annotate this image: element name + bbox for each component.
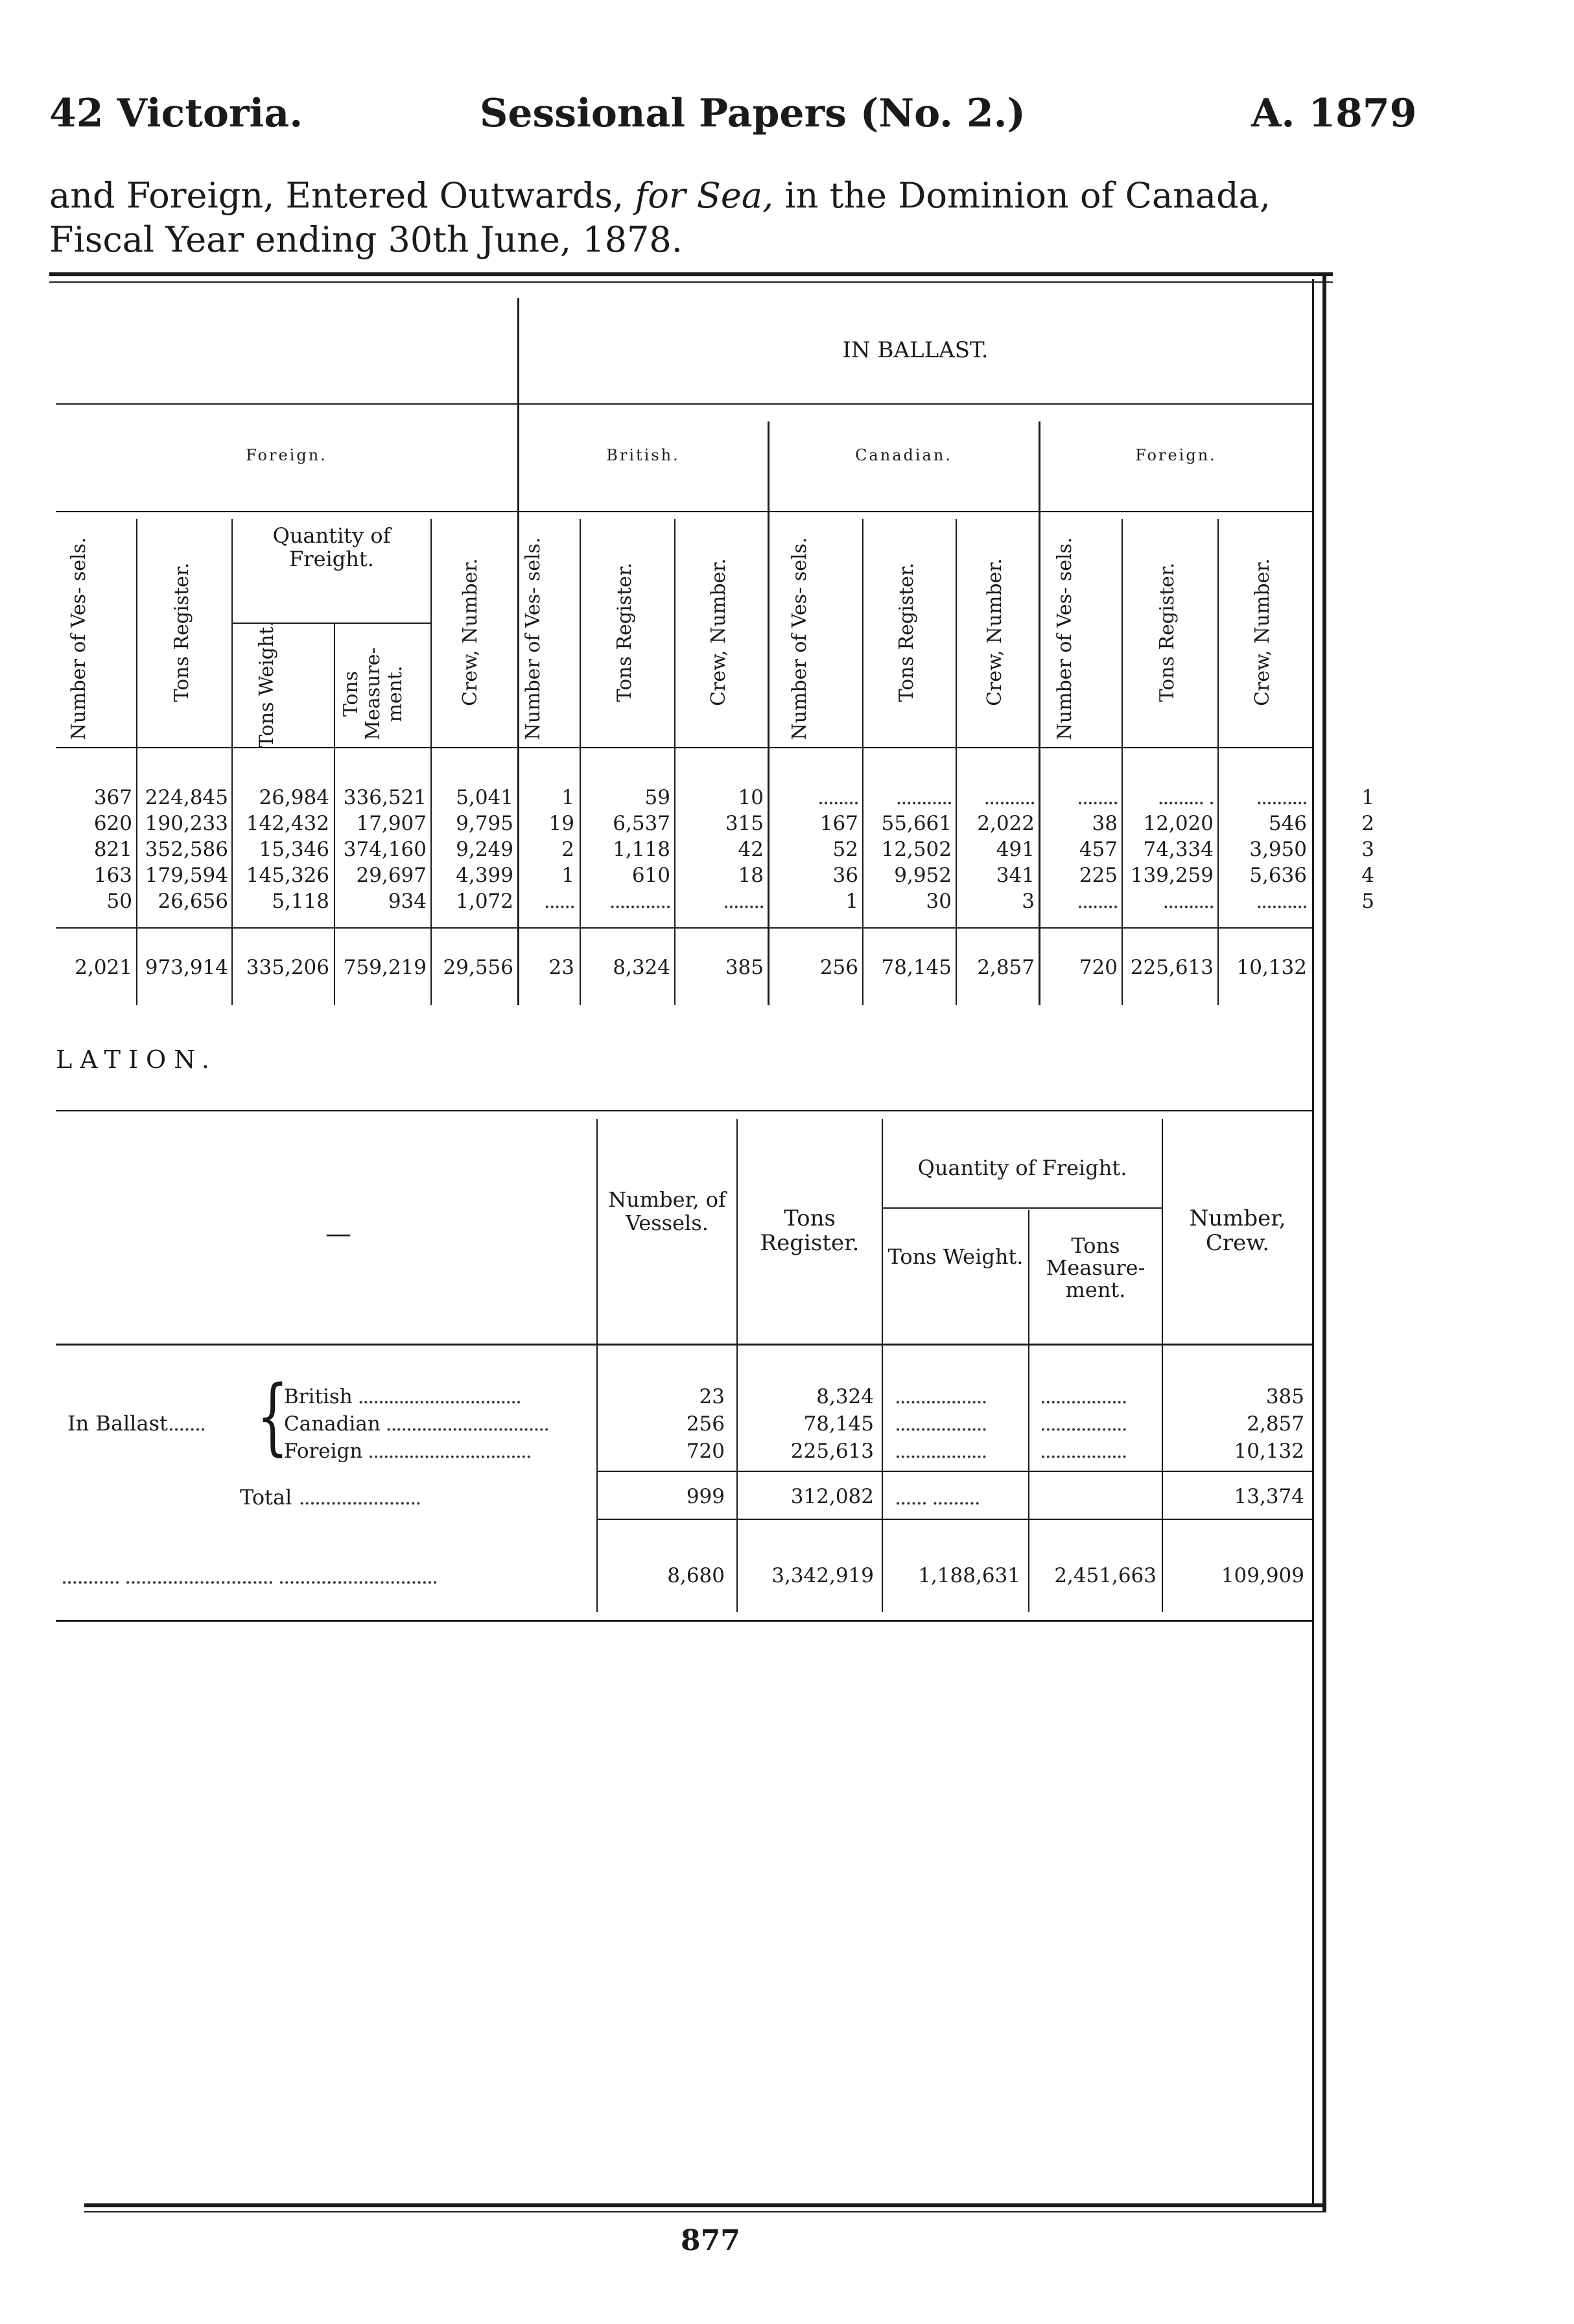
upper-totals-col-14: 10,132	[1236, 956, 1307, 979]
label-foreign-r-tons: Tons Register.	[1156, 562, 1179, 702]
lower-total-rule-bottom	[596, 1519, 1312, 1520]
label-tons-weight: Tons Weight.	[255, 621, 278, 748]
upper-row-5-col-8: ........	[723, 890, 764, 913]
group-canadian: Canadian.	[855, 446, 952, 464]
upper-row-5-col-3: 5,118	[272, 890, 329, 913]
upper-row-5-col-6: ......	[543, 890, 574, 913]
upper-row-3-col-14: 3,950	[1249, 838, 1307, 861]
ballast-row-tons-1: 8,324	[816, 1385, 874, 1408]
upper-row-5-col-14: ..........	[1256, 890, 1307, 913]
upper-row-1-col-10: ...........	[895, 786, 952, 809]
lower-header-tons-register: Tons Register.	[760, 1205, 860, 1256]
upper-row-2-col-8: 315	[725, 812, 764, 835]
lower-header-tons-weight: Tons Weight.	[887, 1244, 1024, 1269]
upper-row-4-col-11: 341	[996, 864, 1035, 887]
upper-row-4-col-1: 163	[93, 864, 132, 887]
upper-row-4-col-14: 5,636	[1249, 864, 1307, 887]
upper-row-1-col-3: 26,984	[259, 786, 329, 809]
ballast-row-tons-2: 78,145	[803, 1412, 874, 1436]
group-foreign-left: Foreign.	[246, 446, 327, 464]
grand-weight: 1,188,631	[918, 1564, 1020, 1587]
lower-header-qty-freight: Quantity of Freight.	[917, 1156, 1127, 1180]
upper-row-1-col-6: 1	[561, 786, 574, 809]
group-foreign-right: Foreign.	[1135, 446, 1217, 464]
top-rule-thin	[49, 281, 1333, 283]
upper-totals-col-1: 2,021	[75, 956, 132, 979]
vline-c4	[430, 519, 432, 1005]
upper-totals-col-6: 23	[548, 956, 574, 979]
label-british-vessels: Number of Ves- sels.	[522, 537, 545, 741]
lower-top-rule	[56, 1110, 1312, 1111]
upper-row-5-col-5: 1,072	[456, 890, 513, 913]
upper-row-3-col-3: 15,346	[259, 838, 329, 861]
upper-row-3-col-11: 491	[996, 838, 1035, 861]
top-rule	[49, 272, 1333, 276]
upper-row-2-col-6: 19	[548, 812, 574, 835]
lower-vline-2	[736, 1119, 738, 1612]
upper-row-3-col-5: 9,249	[456, 838, 513, 861]
upper-totals-col-4: 759,219	[343, 956, 427, 979]
upper-row-5-col-15: 5	[1361, 890, 1374, 913]
frame-right-outer	[1322, 272, 1326, 2211]
label-foreign-tons-register: Tons Register.	[170, 562, 193, 702]
upper-row-2-col-3: 142,432	[246, 812, 329, 835]
upper-row-2-col-12: 38	[1092, 812, 1118, 835]
rule-under-groups	[56, 511, 1312, 512]
upper-row-3-col-15: 3	[1361, 838, 1374, 861]
upper-row-5-col-7: ............	[609, 890, 670, 913]
upper-row-5-col-13: ..........	[1162, 890, 1214, 913]
ballast-row-weight-dots-2: ..................	[895, 1412, 987, 1436]
in-ballast-heading: IN BALLAST.	[842, 337, 989, 363]
total-crew: 13,374	[1234, 1485, 1304, 1508]
upper-row-4-col-5: 4,399	[456, 864, 513, 887]
upper-row-1-col-11: ..........	[983, 786, 1035, 809]
upper-row-2-col-5: 9,795	[456, 812, 513, 835]
label-foreign-r-vessels: Number of Ves- sels.	[1053, 537, 1076, 741]
upper-row-3-col-7: 1,118	[613, 838, 670, 861]
header-center: Sessional Papers (No. 2.)	[480, 91, 1026, 136]
upper-totals-col-9: 256	[819, 956, 858, 979]
upper-row-4-col-8: 18	[738, 864, 764, 887]
upper-row-1-col-15: 1	[1361, 786, 1374, 809]
upper-row-1-col-9: ........	[817, 786, 858, 809]
frame-right-inner	[1312, 279, 1314, 2205]
total-tons: 312,082	[790, 1485, 874, 1508]
ballast-row-tons-3: 225,613	[790, 1440, 874, 1463]
upper-row-2-col-2: 190,233	[145, 812, 228, 835]
ballast-row-weight-dots-3: ..................	[895, 1440, 987, 1463]
upper-row-4-col-10: 9,952	[894, 864, 952, 887]
grand-dots: ........... ............................ ..............................	[61, 1564, 438, 1589]
upper-row-3-col-10: 12,502	[881, 838, 952, 861]
upper-row-4-col-15: 4	[1361, 864, 1374, 887]
title-line-2: Fiscal Year ending 30th June, 1878.	[49, 219, 683, 260]
in-ballast-label: In Ballast.......	[67, 1411, 206, 1436]
upper-row-4-col-3: 145,326	[246, 864, 329, 887]
upper-totals-col-12: 720	[1079, 956, 1118, 979]
ballast-row-vessels-2: 256	[686, 1412, 725, 1436]
upper-totals-col-3: 335,206	[246, 956, 329, 979]
lower-header-vessels: Number, of Vessels.	[608, 1187, 726, 1235]
upper-totals-col-10: 78,145	[881, 956, 952, 979]
upper-row-2-col-7: 6,537	[613, 812, 670, 835]
label-british-crew: Crew, Number.	[707, 558, 730, 706]
upper-row-2-col-11: 2,022	[977, 812, 1035, 835]
upper-row-5-col-12: ........	[1077, 890, 1118, 913]
vline-c7	[674, 519, 675, 1005]
vline-c12	[1122, 519, 1123, 1005]
upper-totals-col-8: 385	[725, 956, 764, 979]
ballast-row-weight-dots-1: ..................	[895, 1385, 987, 1408]
ballast-row-crew-1: 385	[1265, 1385, 1304, 1408]
ballast-row-measure-dots-1: .................	[1040, 1385, 1127, 1408]
upper-totals-col-11: 2,857	[977, 956, 1035, 979]
lower-freight-rule	[883, 1207, 1162, 1209]
rule-under-ballast	[56, 403, 1312, 405]
upper-row-4-col-12: 225	[1079, 864, 1118, 887]
upper-row-3-col-13: 74,334	[1143, 838, 1214, 861]
upper-row-3-col-1: 821	[93, 838, 132, 861]
ballast-row-crew-2: 2,857	[1247, 1412, 1304, 1436]
upper-row-3-col-4: 374,160	[343, 838, 427, 861]
upper-row-3-col-12: 457	[1079, 838, 1118, 861]
ballast-row-measure-dots-2: .................	[1040, 1412, 1127, 1436]
upper-row-5-col-2: 26,656	[158, 890, 228, 913]
upper-row-1-col-14: ..........	[1256, 786, 1307, 809]
upper-row-1-col-2: 224,845	[145, 786, 228, 809]
lower-header-crew: Number, Crew.	[1189, 1205, 1286, 1256]
vline-c1	[136, 519, 137, 1005]
bottom-rule-thin	[84, 2211, 1326, 2212]
total-label: Total .......................	[240, 1485, 421, 1510]
lation-heading: LATION.	[56, 1045, 218, 1074]
label-canadian-vessels: Number of Ves- sels.	[788, 537, 811, 741]
vline-c9	[862, 519, 863, 1005]
ballast-row-label-1: British ................................	[284, 1385, 521, 1408]
upper-row-2-col-14: 546	[1268, 812, 1307, 835]
lower-header-rule	[56, 1344, 1312, 1346]
upper-row-3-col-2: 352,586	[145, 838, 228, 861]
ballast-brace: {	[257, 1368, 288, 1465]
upper-row-2-col-9: 167	[819, 812, 858, 835]
lower-stub-dash: —	[325, 1219, 351, 1249]
upper-row-2-col-13: 12,020	[1143, 812, 1214, 835]
lower-vline-5	[1162, 1119, 1163, 1612]
label-qty-freight: Quantity of Freight.	[272, 523, 391, 571]
upper-row-2-col-4: 17,907	[356, 812, 427, 835]
label-foreign-vessels: Number of Ves- sels.	[67, 537, 90, 741]
ballast-row-vessels-3: 720	[686, 1440, 725, 1463]
vline-can-for	[1039, 421, 1040, 1005]
label-foreign-r-crew: Crew, Number.	[1251, 558, 1274, 706]
upper-row-2-col-1: 620	[93, 812, 132, 835]
upper-totals-col-2: 973,914	[145, 956, 228, 979]
vline-c2	[231, 519, 233, 1005]
total-vessels: 999	[686, 1485, 725, 1508]
vline-brit-can	[768, 421, 769, 1005]
upper-row-5-col-9: 1	[845, 890, 858, 913]
upper-row-5-col-1: 50	[106, 890, 132, 913]
upper-row-1-col-12: ........	[1077, 786, 1118, 809]
upper-row-3-col-9: 52	[832, 838, 858, 861]
upper-row-4-col-7: 610	[631, 864, 670, 887]
upper-totals-col-7: 8,324	[613, 956, 670, 979]
lower-header-tons-measurement: Tons Measure- ment.	[1046, 1233, 1145, 1302]
upper-row-4-col-2: 179,594	[145, 864, 228, 887]
upper-row-1-col-7: 59	[644, 786, 670, 809]
title-line-1: and Foreign, Entered Outwards, for Sea, in the Dominion of Canada,	[49, 175, 1271, 216]
upper-row-1-col-1: 367	[93, 786, 132, 809]
upper-totals-col-13: 225,613	[1130, 956, 1214, 979]
label-tons-measurement: Tons Measure- ment.	[340, 647, 406, 741]
label-british-tons: Tons Register.	[613, 562, 636, 702]
lower-total-rule-top	[596, 1471, 1312, 1472]
ballast-row-measure-dots-3: .................	[1040, 1440, 1127, 1463]
ballast-row-crew-3: 10,132	[1234, 1440, 1304, 1463]
rule-above-totals	[56, 927, 1312, 929]
vline-c13	[1217, 519, 1219, 1005]
total-weight-dots: ...... .........	[895, 1485, 980, 1510]
upper-row-5-col-11: 3	[1022, 890, 1035, 913]
grand-measurement: 2,451,663	[1054, 1564, 1157, 1587]
ballast-row-label-3: Foreign ................................	[284, 1440, 531, 1463]
header-right: A. 1879	[1251, 91, 1417, 136]
vline-c6	[580, 519, 581, 1005]
grand-crew: 109,909	[1221, 1564, 1304, 1587]
upper-row-4-col-9: 36	[832, 864, 858, 887]
upper-row-2-col-15: 2	[1361, 812, 1374, 835]
upper-row-3-col-8: 42	[738, 838, 764, 861]
upper-row-3-col-6: 2	[561, 838, 574, 861]
lower-vline-3	[882, 1119, 883, 1612]
upper-row-4-col-13: 139,259	[1130, 864, 1214, 887]
lower-bottom-rule	[56, 1620, 1312, 1622]
upper-row-1-col-5: 5,041	[456, 786, 513, 809]
upper-row-1-col-8: 10	[738, 786, 764, 809]
label-foreign-crew: Crew, Number.	[459, 558, 482, 706]
rule-under-labels	[56, 747, 1312, 748]
header-left: 42 Victoria.	[49, 91, 303, 136]
label-canadian-tons: Tons Register.	[895, 562, 918, 702]
upper-row-5-col-4: 934	[388, 890, 427, 913]
upper-row-4-col-4: 29,697	[356, 864, 427, 887]
group-british: British.	[606, 446, 680, 464]
upper-row-1-col-13: ......... .	[1157, 786, 1214, 809]
upper-totals-col-5: 29,556	[443, 956, 513, 979]
bottom-rule	[84, 2203, 1326, 2207]
upper-row-1-col-4: 336,521	[343, 786, 427, 809]
ballast-row-label-2: Canadian ................................	[284, 1412, 549, 1436]
upper-row-2-col-10: 55,661	[881, 812, 952, 835]
page-number: 877	[681, 2224, 740, 2257]
vline-c10	[956, 519, 957, 1005]
grand-vessels: 8,680	[667, 1564, 725, 1587]
ballast-row-vessels-1: 23	[699, 1385, 725, 1408]
grand-tons: 3,342,919	[771, 1564, 874, 1587]
upper-row-5-col-10: 30	[926, 890, 952, 913]
upper-row-4-col-6: 1	[561, 864, 574, 887]
label-canadian-crew: Crew, Number.	[983, 558, 1006, 706]
